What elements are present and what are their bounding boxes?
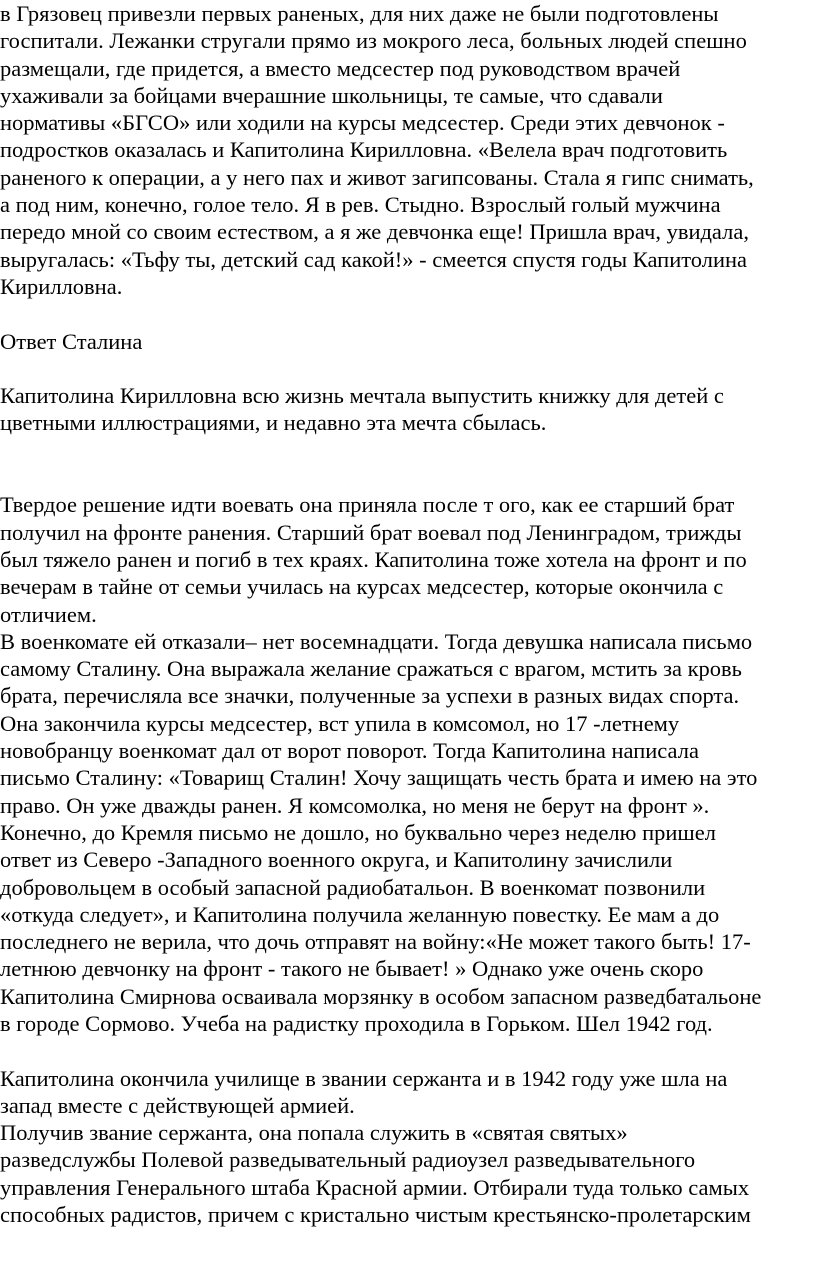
text-line: Твердое решение идти воевать она приняла после т ого, как ее старший брат	[0, 492, 735, 518]
paragraph-1	[0, 0, 816, 300]
blank-line	[0, 300, 816, 327]
text-line: способных радистов, причем с кристально чистым крестьянско-пролетарским	[0, 1202, 751, 1228]
text-line: получил на фронте ранения. Старший брат воевал под Ленинградом, трижды	[0, 519, 742, 545]
text-line: разведслужбы Полевой разведывательный радиоузел разведывательного	[0, 1147, 696, 1173]
text-line: передо мной со своим естеством, а я же девчонка еще! Пришла врач, увидала,	[0, 219, 749, 245]
paragraph-2	[0, 382, 816, 437]
text-line: новобранцу военкомат дал от ворот поворот. Тогда Капитолина написала	[0, 738, 699, 764]
text-line: а под ним, конечно, голое тело. Я в рев. Стыдно. Взрослый голый мужчина	[0, 192, 721, 218]
blank-line	[0, 437, 816, 492]
text-line: Конечно, до Кремля письмо не дошло, но буквально через неделю пришел	[0, 819, 716, 845]
text-line: Капитолина окончила училище в звании сержанта и в 1942 году уже шла на	[0, 1065, 728, 1091]
text-line: письмо Сталину: «Товарищ Сталин! Хочу защищать честь брата и имею на это	[0, 765, 758, 791]
text-line: госпитали. Лежанки стругали прямо из мокрого леса, больных людей спешно	[0, 28, 747, 54]
text-line: Получив звание сержанта, она попала служить в «святая святых»	[0, 1120, 628, 1146]
text-line: управления Генерального штаба Красной армии. Отбирали туда только самых	[0, 1174, 750, 1200]
paragraph-4	[0, 1065, 816, 1229]
text-line: Капитолина Смирнова осваивала морзянку в особом запасном разведбатальоне	[0, 983, 762, 1009]
text-line: добровольцем в особый запасной радиобатальон. В военкомат позвонили	[0, 874, 706, 900]
text-line: последнего не верила, что дочь отправят на войну:«Не может такого быть! 17-	[0, 929, 751, 955]
text-line: раненого к операции, а у него пах и живот загипсованы. Стала я гипс снимать,	[0, 164, 754, 190]
text-line: запад вместе с действующей армией.	[0, 1092, 355, 1118]
text-line: выругалась: «Тьфу ты, детский сад какой!» - смеется спустя годы Капитолина	[0, 246, 748, 272]
text-line: отличием.	[0, 601, 97, 627]
text-line: брата, перечисляла все значки, полученные за успехи в разных видах спорта.	[0, 683, 740, 709]
text-line: летнюю девчонку на фронт - такого не бывает! » Однако уже очень скоро	[0, 956, 704, 982]
blank-line	[0, 355, 816, 382]
text-line: в Грязовец привезли первых раненых, для них даже не были подготовлены	[0, 1, 719, 26]
text-line: Она закончила курсы медсестер, вст упила в комсомол, но 17 -летнему	[0, 710, 680, 736]
text-line: нормативы «БГСО» или ходили на курсы медсестер. Среди этих девчонок -	[0, 110, 725, 136]
paragraph-3	[0, 491, 816, 1037]
text-line: был тяжело ранен и погиб в тех краях. Капитолина тоже хотела на фронт и по	[0, 546, 747, 572]
text-line: Кирилловна.	[0, 273, 123, 299]
text-line: «откуда следует», и Капитолина получила желанную повестку. Ее мам а до	[0, 901, 720, 927]
text-line: ответ из Северо -Западного военного округа, и Капитолину зачислили	[0, 847, 673, 873]
text-line: в городе Сормово. Учеба на радистку проходила в Горьком. Шел 1942 год.	[0, 1010, 713, 1036]
text-line: вечерам в тайне от семьи училась на курсах медсестер, которые окончила с	[0, 574, 724, 600]
text-line: цветными иллюстрациями, и недавно эта мечта сбылась.	[0, 410, 547, 436]
blank-line	[0, 1037, 816, 1064]
text-line: Капитолина Кирилловна всю жизнь мечтала выпустить книжку для детей с	[0, 383, 724, 409]
text-line: право. Он уже дважды ранен. Я комсомолка, но меня не берут на фронт ».	[0, 792, 710, 818]
section-heading: Ответ Сталина	[0, 328, 143, 354]
text-line: размещали, где придется, а вместо медсестер под руководством врачей	[0, 55, 681, 81]
text-line: ухаживали за бойцами вчерашние школьницы, те самые, что сдавали	[0, 82, 663, 108]
text-line: В военкомате ей отказали– нет восемнадцати. Тогда девушка написала письмо	[0, 628, 753, 654]
text-line: самому Сталину. Она выражала желание сражаться с врагом, мстить за кровь	[0, 656, 742, 682]
text-line: подростков оказалась и Капитолина Кирилловна. «Велела врач подготовить	[0, 137, 728, 163]
